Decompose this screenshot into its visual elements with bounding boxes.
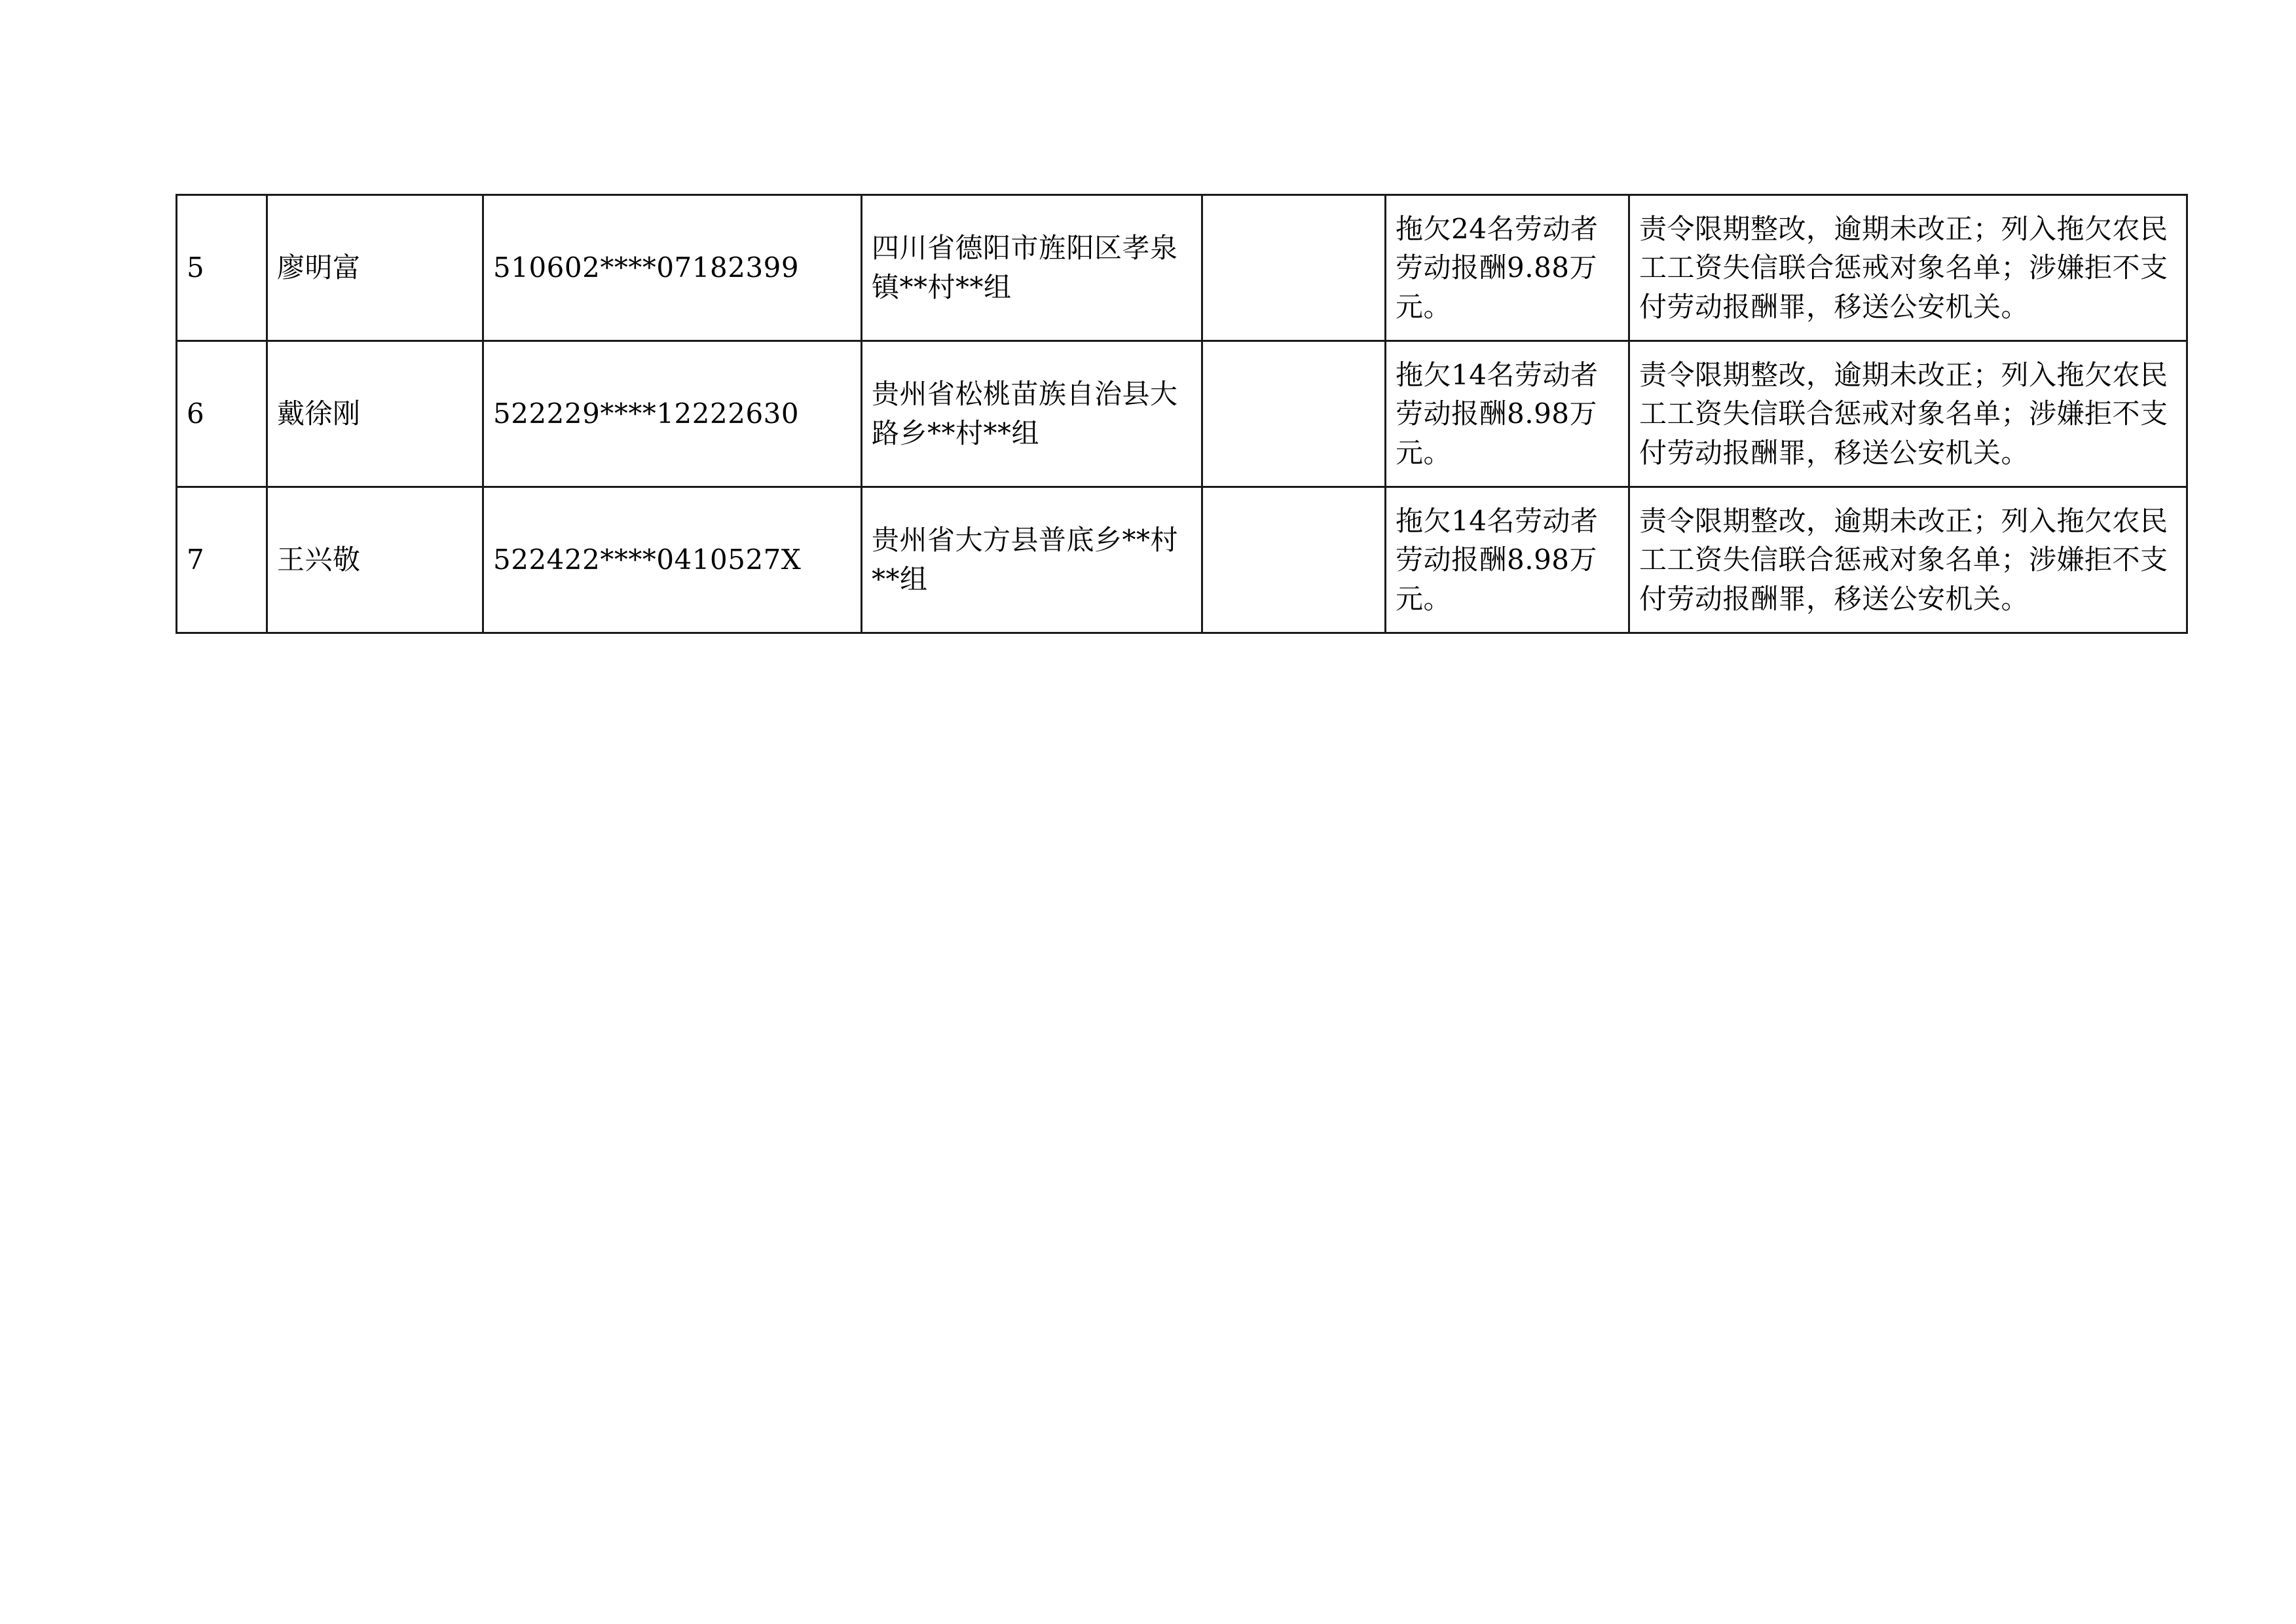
row-blank (1202, 341, 1386, 487)
row-index: 5 (177, 195, 267, 341)
row-index: 7 (177, 487, 267, 633)
row-name: 王兴敬 (267, 487, 483, 633)
row-blank (1202, 195, 1386, 341)
row-result: 责令限期整改，逾期未改正；列入拖欠农民工工资失信联合惩戒对象名单；涉嫌拒不支付劳动报酬罪，移送公安机关。 (1629, 195, 2187, 341)
row-violation: 拖欠14名劳动者劳动报酬8.98万元。 (1386, 487, 1629, 633)
row-address: 贵州省松桃苗族自治县大路乡**村**组 (862, 341, 1202, 487)
penalty-table (176, 194, 2188, 634)
row-violation: 拖欠14名劳动者劳动报酬8.98万元。 (1386, 341, 1629, 487)
row-result: 责令限期整改，逾期未改正；列入拖欠农民工工资失信联合惩戒对象名单；涉嫌拒不支付劳动报酬罪，移送公安机关。 (1629, 487, 2187, 633)
row-address: 四川省德阳市旌阳区孝泉镇**村**组 (862, 195, 1202, 341)
penalty-table-container (176, 194, 2186, 634)
table-row (177, 195, 2187, 341)
row-blank (1202, 487, 1386, 633)
row-result: 责令限期整改，逾期未改正；列入拖欠农民工工资失信联合惩戒对象名单；涉嫌拒不支付劳动报酬罪，移送公安机关。 (1629, 341, 2187, 487)
row-name: 戴徐刚 (267, 341, 483, 487)
row-id-number: 522229****12222630 (483, 341, 862, 487)
table-row (177, 487, 2187, 633)
row-name: 廖明富 (267, 195, 483, 341)
row-violation: 拖欠24名劳动者劳动报酬9.88万元。 (1386, 195, 1629, 341)
row-id-number: 522422****0410527X (483, 487, 862, 633)
row-id-number: 510602****07182399 (483, 195, 862, 341)
row-address: 贵州省大方县普底乡**村**组 (862, 487, 1202, 633)
row-index: 6 (177, 341, 267, 487)
table-row (177, 341, 2187, 487)
